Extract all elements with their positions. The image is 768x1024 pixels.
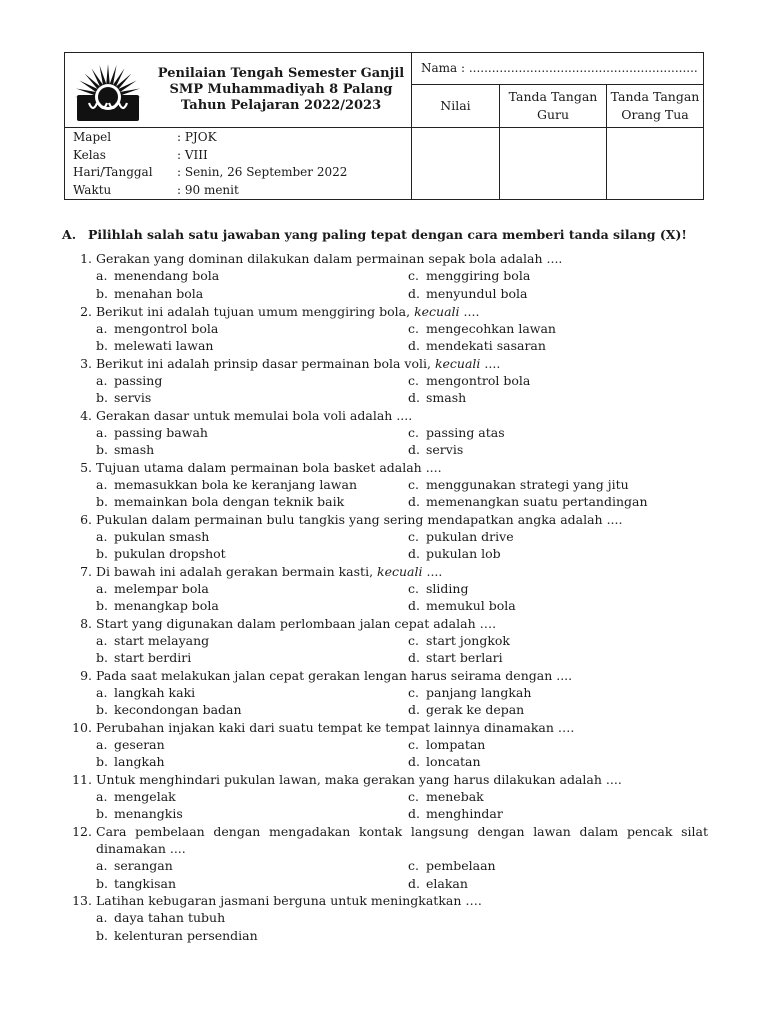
question-number: 8. bbox=[80, 615, 92, 631]
option-d[interactable] bbox=[408, 875, 468, 892]
muhammadiyah-logo-icon bbox=[69, 57, 147, 123]
school-title bbox=[151, 53, 411, 127]
option-d[interactable] bbox=[408, 805, 503, 822]
option-letter: b. bbox=[96, 927, 108, 943]
option-letter: c. bbox=[408, 268, 419, 284]
option-d[interactable] bbox=[408, 649, 503, 666]
option-text: langkah kaki bbox=[114, 684, 196, 700]
question-text: Untuk menghindari pukulan lawan, maka gerakan yang harus dilakukan adalah .... bbox=[96, 771, 622, 787]
question-options bbox=[96, 372, 708, 407]
question-text: Pukulan dalam permainan bulu tangkis yang sering mendapatkan angka adalah .... bbox=[96, 511, 623, 527]
option-b[interactable] bbox=[96, 875, 176, 892]
exam-info bbox=[73, 129, 347, 199]
exam-header-table bbox=[64, 52, 704, 200]
teacher-signature-label: Tanda Tangan bbox=[508, 89, 598, 104]
option-text: pukulan drive bbox=[426, 528, 514, 544]
parent-signature-header bbox=[607, 85, 703, 127]
option-letter: d. bbox=[408, 546, 420, 562]
option-letter: a. bbox=[96, 580, 108, 596]
option-letter: a. bbox=[96, 632, 108, 648]
option-text: memukul bola bbox=[426, 598, 516, 614]
option-text: menangkap bola bbox=[114, 598, 219, 614]
option-text: passing bbox=[114, 372, 163, 388]
option-b[interactable] bbox=[96, 649, 191, 666]
option-b[interactable] bbox=[96, 927, 258, 944]
option-text: menghindar bbox=[426, 806, 503, 822]
info-row bbox=[73, 129, 347, 147]
option-text: serangan bbox=[114, 858, 173, 874]
option-b[interactable] bbox=[96, 285, 203, 302]
option-text: geseran bbox=[114, 736, 165, 752]
question-text: Gerakan dasar untuk memulai bola voli adalah .... bbox=[96, 407, 413, 423]
option-d[interactable] bbox=[408, 597, 516, 614]
info-label: Mapel bbox=[73, 130, 112, 144]
option-letter: d. bbox=[408, 285, 420, 301]
question-item bbox=[66, 823, 708, 893]
option-text: start berdiri bbox=[114, 650, 192, 666]
info-row bbox=[73, 164, 347, 182]
option-d[interactable] bbox=[408, 753, 481, 770]
option-text: menggiring bola bbox=[426, 268, 531, 284]
option-text: pukulan lob bbox=[426, 546, 501, 562]
option-a[interactable] bbox=[96, 857, 173, 874]
option-letter: d. bbox=[408, 702, 420, 718]
option-text: smash bbox=[426, 390, 467, 406]
option-text: menggunakan strategi yang jitu bbox=[426, 476, 629, 492]
question-text: Gerakan yang dominan dilakukan dalam permainan sepak bola adalah .... bbox=[96, 251, 563, 266]
option-letter: c. bbox=[408, 788, 419, 804]
question-item bbox=[66, 511, 708, 563]
question-number: 1. bbox=[80, 251, 92, 266]
option-text: menendang bola bbox=[114, 268, 220, 284]
option-text: kecondongan badan bbox=[114, 702, 242, 718]
question-emphasis: kecuali bbox=[377, 563, 423, 579]
option-text: pembelaan bbox=[426, 858, 496, 874]
option-b[interactable] bbox=[96, 545, 226, 562]
option-letter: a. bbox=[96, 910, 108, 926]
question-number: 7. bbox=[80, 563, 92, 579]
info-value: : VIII bbox=[177, 147, 208, 162]
question-emphasis: kecuali bbox=[414, 303, 460, 319]
option-letter: b. bbox=[96, 285, 108, 301]
parent-signature-label: Orang Tua bbox=[621, 107, 689, 122]
option-letter: b. bbox=[96, 494, 108, 510]
question-options bbox=[96, 857, 708, 892]
option-text: smash bbox=[114, 442, 155, 458]
option-text: passing atas bbox=[426, 424, 505, 440]
option-a[interactable] bbox=[96, 736, 165, 753]
option-text: loncatan bbox=[426, 754, 481, 770]
option-text: menahan bola bbox=[114, 285, 204, 301]
option-d[interactable] bbox=[408, 545, 501, 562]
question-item bbox=[66, 355, 708, 407]
question-text-part: .... bbox=[459, 303, 480, 319]
option-letter: b. bbox=[96, 806, 108, 822]
option-b[interactable] bbox=[96, 597, 219, 614]
option-letter: b. bbox=[96, 754, 108, 770]
option-text: sliding bbox=[426, 580, 469, 596]
option-letter: d. bbox=[408, 806, 420, 822]
option-letter: a. bbox=[96, 372, 108, 388]
option-letter: b. bbox=[96, 546, 108, 562]
question-text-part: Di bawah ini adalah gerakan bermain kasti, bbox=[96, 563, 378, 579]
option-letter: d. bbox=[408, 338, 420, 354]
option-b[interactable] bbox=[96, 337, 213, 354]
question-text bbox=[96, 355, 708, 372]
option-letter: c. bbox=[408, 736, 419, 752]
section-letter: A. bbox=[62, 227, 77, 242]
parent-signature-cell[interactable] bbox=[607, 128, 703, 199]
option-letter: a. bbox=[96, 476, 108, 492]
section-instruction: Pilihlah salah satu jawaban yang paling tepat dengan cara memberi tanda silang (X)! bbox=[88, 227, 687, 242]
option-text: servis bbox=[426, 442, 464, 458]
question-item bbox=[66, 407, 708, 459]
option-c[interactable] bbox=[408, 788, 484, 805]
question-number: 12. bbox=[72, 823, 92, 839]
option-b[interactable] bbox=[96, 753, 165, 770]
option-a[interactable] bbox=[96, 684, 195, 701]
question-text: dinamakan .... bbox=[96, 840, 186, 856]
teacher-signature-cell[interactable] bbox=[500, 128, 606, 199]
option-d[interactable] bbox=[408, 337, 546, 354]
option-letter: b. bbox=[96, 338, 108, 354]
question-options bbox=[96, 320, 708, 355]
student-name-field[interactable]: Nama : ............................................................ bbox=[421, 61, 698, 75]
option-letter: b. bbox=[96, 875, 108, 891]
option-c[interactable] bbox=[408, 857, 496, 874]
question-number: 9. bbox=[80, 667, 92, 683]
option-c[interactable] bbox=[408, 476, 629, 493]
question-text-part: .... bbox=[480, 355, 501, 371]
option-a[interactable] bbox=[96, 788, 176, 805]
option-b[interactable] bbox=[96, 389, 151, 406]
option-b[interactable] bbox=[96, 805, 183, 822]
question-text: Cara pembelaan dengan mengadakan kontak langsung dengan lawan dalam pencak silat bbox=[96, 823, 708, 839]
option-a[interactable] bbox=[96, 267, 219, 284]
option-c[interactable] bbox=[408, 372, 530, 389]
option-text: tangkisan bbox=[114, 875, 177, 891]
question-options bbox=[96, 788, 708, 823]
option-a[interactable] bbox=[96, 320, 218, 337]
option-text: panjang langkah bbox=[426, 684, 532, 700]
question-options bbox=[96, 632, 708, 667]
option-letter: a. bbox=[96, 788, 108, 804]
option-c[interactable] bbox=[408, 320, 556, 337]
option-a[interactable] bbox=[96, 580, 209, 597]
question-options bbox=[96, 736, 708, 771]
question-number: 3. bbox=[80, 355, 92, 371]
option-letter: a. bbox=[96, 268, 108, 284]
option-text: melempar bola bbox=[114, 580, 209, 596]
option-text: kelenturan persendian bbox=[114, 927, 258, 943]
question-number: 10. bbox=[72, 719, 92, 735]
question-options bbox=[96, 909, 708, 944]
option-letter: c. bbox=[408, 372, 419, 388]
question-text: Pada saat melakukan jalan cepat gerakan lengan harus seirama dengan .... bbox=[96, 667, 573, 683]
nilai-cell[interactable] bbox=[412, 128, 499, 199]
question-text: Start yang digunakan dalam perlombaan jalan cepat adalah …. bbox=[96, 615, 497, 631]
option-c[interactable] bbox=[408, 632, 510, 649]
option-d[interactable] bbox=[408, 389, 466, 406]
question-item bbox=[66, 892, 708, 944]
info-value: : Senin, 26 September 2022 bbox=[177, 165, 348, 179]
option-text: daya tahan tubuh bbox=[114, 910, 226, 926]
option-letter: c. bbox=[408, 580, 419, 596]
question-text-part: Berikut ini adalah tujuan umum menggiring bola, bbox=[96, 303, 415, 319]
question-options bbox=[96, 424, 708, 459]
option-text: mengelak bbox=[114, 788, 176, 804]
option-letter: c. bbox=[408, 528, 419, 544]
question-options bbox=[96, 528, 708, 563]
option-text: mengontrol bola bbox=[114, 320, 219, 336]
option-letter: a. bbox=[96, 684, 108, 700]
option-text: memasukkan bola ke keranjang lawan bbox=[114, 476, 357, 492]
option-text: elakan bbox=[426, 875, 468, 891]
question-text bbox=[96, 563, 708, 580]
question-item bbox=[66, 250, 708, 302]
question-text: Latihan kebugaran jasmani berguna untuk meningkatkan …. bbox=[96, 893, 482, 908]
option-d[interactable] bbox=[408, 441, 463, 458]
question-number: 6. bbox=[80, 511, 92, 527]
option-letter: d. bbox=[408, 494, 420, 510]
exam-title: Penilaian Tengah Semester Ganjil bbox=[157, 66, 405, 81]
option-text: passing bawah bbox=[114, 424, 208, 440]
option-letter: c. bbox=[408, 684, 419, 700]
option-text: memainkan bola dengan teknik baik bbox=[114, 494, 345, 510]
info-row bbox=[73, 182, 347, 200]
option-letter: b. bbox=[96, 702, 108, 718]
option-c[interactable] bbox=[408, 736, 485, 753]
option-d[interactable] bbox=[408, 285, 527, 302]
question-options bbox=[96, 267, 708, 302]
option-letter: d. bbox=[408, 442, 420, 458]
question-text-part: Berikut ini adalah prinsip dasar permainan bola voli, bbox=[96, 355, 435, 371]
option-a[interactable] bbox=[96, 632, 209, 649]
option-b[interactable] bbox=[96, 441, 154, 458]
teacher-signature-label: Guru bbox=[536, 107, 570, 122]
option-c[interactable] bbox=[408, 267, 530, 284]
question-text: Tujuan utama dalam permainan bola basket adalah .... bbox=[96, 459, 442, 475]
option-text: start berlari bbox=[426, 650, 503, 666]
option-text: pukulan smash bbox=[114, 528, 210, 544]
option-letter: d. bbox=[408, 754, 420, 770]
option-text: menebak bbox=[426, 788, 484, 804]
option-a[interactable] bbox=[96, 372, 162, 389]
info-value: : PJOK bbox=[177, 130, 217, 144]
question-text-part: .... bbox=[422, 563, 443, 579]
option-c[interactable] bbox=[408, 684, 531, 701]
info-row bbox=[73, 147, 347, 165]
option-letter: a. bbox=[96, 858, 108, 874]
info-label: Waktu bbox=[73, 182, 112, 197]
question-item bbox=[66, 771, 708, 823]
option-c[interactable] bbox=[408, 424, 505, 441]
question-item bbox=[66, 719, 708, 771]
question-emphasis: kecuali bbox=[434, 355, 481, 371]
option-text: pukulan dropshot bbox=[114, 546, 226, 562]
option-a[interactable] bbox=[96, 476, 357, 493]
option-text: mengontrol bola bbox=[426, 372, 531, 388]
option-letter: a. bbox=[96, 320, 108, 336]
option-text: langkah bbox=[114, 754, 165, 770]
question-number: 11. bbox=[72, 771, 92, 787]
teacher-signature-header bbox=[500, 85, 606, 127]
option-letter: b. bbox=[96, 650, 108, 666]
option-d[interactable] bbox=[408, 493, 648, 510]
parent-signature-label: Tanda Tangan bbox=[610, 89, 700, 104]
option-letter: c. bbox=[408, 424, 419, 440]
option-letter: c. bbox=[408, 320, 419, 336]
option-text: servis bbox=[114, 390, 152, 406]
option-text: mendekati sasaran bbox=[426, 338, 546, 354]
option-text: menyundul bola bbox=[426, 285, 528, 301]
option-text: start jongkok bbox=[426, 632, 510, 648]
question-text bbox=[96, 303, 708, 320]
option-b[interactable] bbox=[96, 701, 242, 718]
nilai-header: Nilai bbox=[440, 98, 471, 113]
option-letter: d. bbox=[408, 390, 420, 406]
option-letter: c. bbox=[408, 476, 419, 492]
option-text: memenangkan suatu pertandingan bbox=[426, 494, 648, 510]
option-letter: b. bbox=[96, 442, 108, 458]
option-a[interactable] bbox=[96, 909, 225, 926]
logo-cell bbox=[65, 53, 151, 127]
option-letter: d. bbox=[408, 650, 420, 666]
info-label: Kelas bbox=[73, 147, 106, 162]
option-letter: b. bbox=[96, 598, 108, 614]
question-item bbox=[66, 667, 708, 719]
info-label: Hari/Tanggal bbox=[73, 165, 153, 179]
option-b[interactable] bbox=[96, 493, 344, 510]
question-number: 5. bbox=[80, 459, 92, 475]
option-text: gerak ke depan bbox=[426, 702, 525, 718]
option-letter: b. bbox=[96, 390, 108, 406]
question-options bbox=[96, 684, 708, 719]
option-letter: c. bbox=[408, 632, 419, 648]
option-c[interactable] bbox=[408, 580, 468, 597]
question-number: 4. bbox=[80, 407, 92, 423]
option-text: lompatan bbox=[426, 736, 486, 752]
school-name: SMP Muhammadiyah 8 Palang bbox=[169, 82, 393, 97]
option-text: start melayang bbox=[114, 632, 210, 648]
section-heading bbox=[62, 227, 687, 242]
option-d[interactable] bbox=[408, 701, 524, 718]
option-text: mengecohkan lawan bbox=[426, 320, 556, 336]
question-item bbox=[66, 303, 708, 355]
option-letter: d. bbox=[408, 598, 420, 614]
academic-year: Tahun Pelajaran 2022/2023 bbox=[180, 98, 382, 113]
option-letter: d. bbox=[408, 875, 420, 891]
info-value: : 90 menit bbox=[177, 182, 239, 197]
question-item bbox=[66, 615, 708, 667]
option-letter: a. bbox=[96, 528, 108, 544]
question-options bbox=[96, 476, 708, 511]
question-options bbox=[96, 580, 708, 615]
option-text: melewati lawan bbox=[114, 338, 214, 354]
option-text: menangkis bbox=[114, 806, 183, 822]
question-item bbox=[66, 459, 708, 511]
question-number: 2. bbox=[80, 303, 92, 319]
question-text: Perubahan injakan kaki dari suatu tempat ke tempat lainnya dinamakan …. bbox=[96, 719, 575, 735]
question-item bbox=[66, 563, 708, 615]
option-a[interactable] bbox=[96, 528, 209, 545]
option-letter: c. bbox=[408, 858, 419, 874]
option-letter: a. bbox=[96, 736, 108, 752]
question-number: 13. bbox=[72, 893, 92, 908]
option-a[interactable] bbox=[96, 424, 208, 441]
option-c[interactable] bbox=[408, 528, 514, 545]
option-letter: a. bbox=[96, 424, 108, 440]
